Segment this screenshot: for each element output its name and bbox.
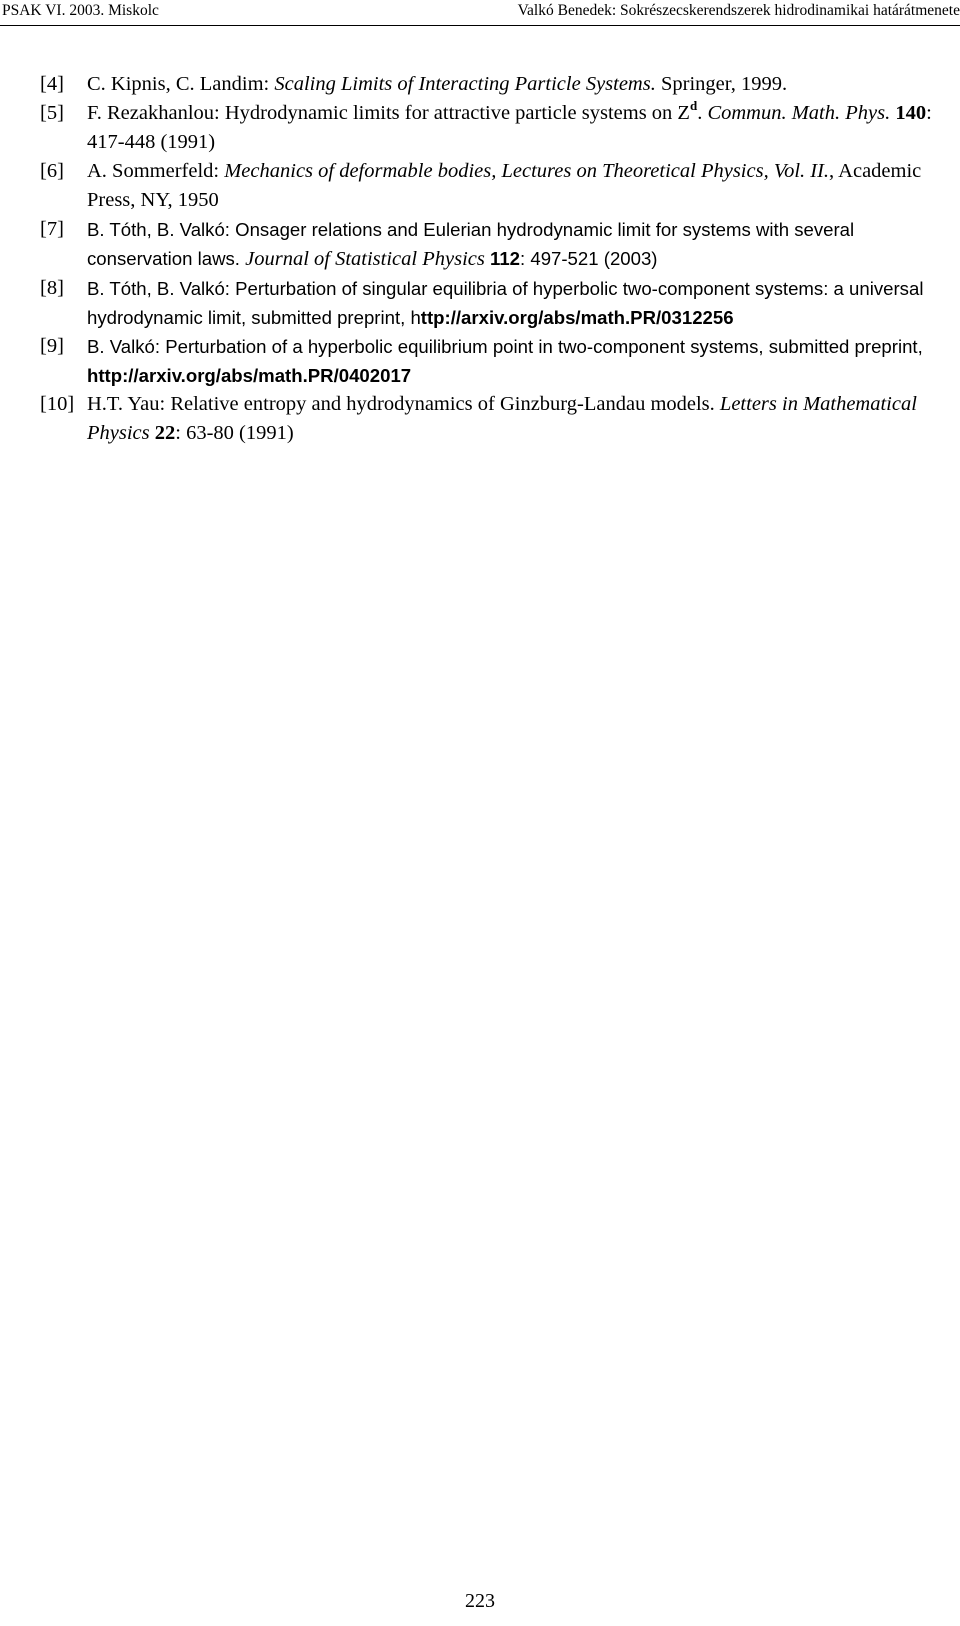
reference-authors: A. Sommerfeld:	[87, 160, 225, 182]
reference-publisher: Springer, 1999.	[655, 73, 788, 95]
reference-title: Mechanics of deformable bodies, Lectures on Theoretical Physics, Vol. II.	[224, 160, 830, 182]
reference-publisher: , Academic Press, NY, 1950	[87, 160, 922, 211]
reference-9	[40, 332, 940, 390]
reference-6	[40, 157, 940, 215]
superscript-d: d	[689, 98, 698, 113]
reference-4	[40, 70, 940, 99]
reference-7	[40, 215, 940, 274]
reference-authors: B. Tóth, B. Valkó: Perturbation of singular equilibria of hyperbolic two-component systems: a universal hydrodynamic limit, submitted preprint,	[87, 278, 924, 328]
header-right: Valkó Benedek: Sokrészecskerendszerek hidrodinamikai határátmenete	[517, 2, 960, 19]
reference-5	[40, 99, 940, 157]
reference-label: [9]	[40, 335, 64, 357]
reference-label: [7]	[40, 218, 64, 240]
header-left: PSAK VI. 2003. Miskolc	[2, 2, 159, 19]
reference-url-h: h	[410, 307, 421, 328]
running-header	[0, 1, 960, 26]
reference-title: Scaling Limits of Interacting Particle Systems.	[274, 73, 656, 95]
reference-label: [10]	[40, 393, 75, 415]
reference-journal: Letters in Mathematical Physics	[87, 393, 917, 444]
reference-authors: F. Rezakhanlou: Hydrodynamic limits for attractive particle systems on Z	[87, 102, 690, 124]
reference-authors: B. Valkó: Perturbation of a hyperbolic equilibrium point in two-component systems, submitted preprint,	[87, 336, 923, 357]
reference-10	[40, 390, 940, 448]
reference-label: [4]	[40, 73, 64, 95]
reference-pages: : 417-448 (1991)	[87, 102, 932, 153]
reference-url-link[interactable]: http://arxiv.org/abs/math.PR/0402017	[87, 365, 412, 386]
reference-journal: Commun. Math. Phys.	[707, 102, 891, 124]
page-number: 223	[465, 1590, 495, 1612]
reference-journal: Journal of Statistical Physics	[245, 248, 485, 270]
reference-volume: 112	[484, 248, 521, 269]
reference-separator: .	[697, 102, 708, 124]
reference-pages: : 497-521 (2003)	[520, 248, 658, 269]
reference-url-link[interactable]: ttp://arxiv.org/abs/math.PR/0312256	[420, 307, 734, 328]
reference-label: [5]	[40, 102, 64, 124]
reference-authors: B. Tóth, B. Valkó: Onsager relations and Eulerian hydrodynamic limit for systems with several conservation laws.	[87, 219, 855, 269]
reference-8	[40, 274, 940, 332]
reference-authors: H.T. Yau: Relative entropy and hydrodynamics of Ginzburg-Landau models.	[87, 393, 720, 415]
reference-volume: 140	[890, 102, 927, 124]
reference-label: [8]	[40, 277, 64, 299]
reference-label: [6]	[40, 160, 64, 182]
reference-authors: C. Kipnis, C. Landim:	[87, 73, 275, 95]
reference-pages: : 63-80 (1991)	[175, 422, 294, 444]
reference-volume: 22	[149, 422, 176, 444]
reference-list	[40, 70, 940, 448]
